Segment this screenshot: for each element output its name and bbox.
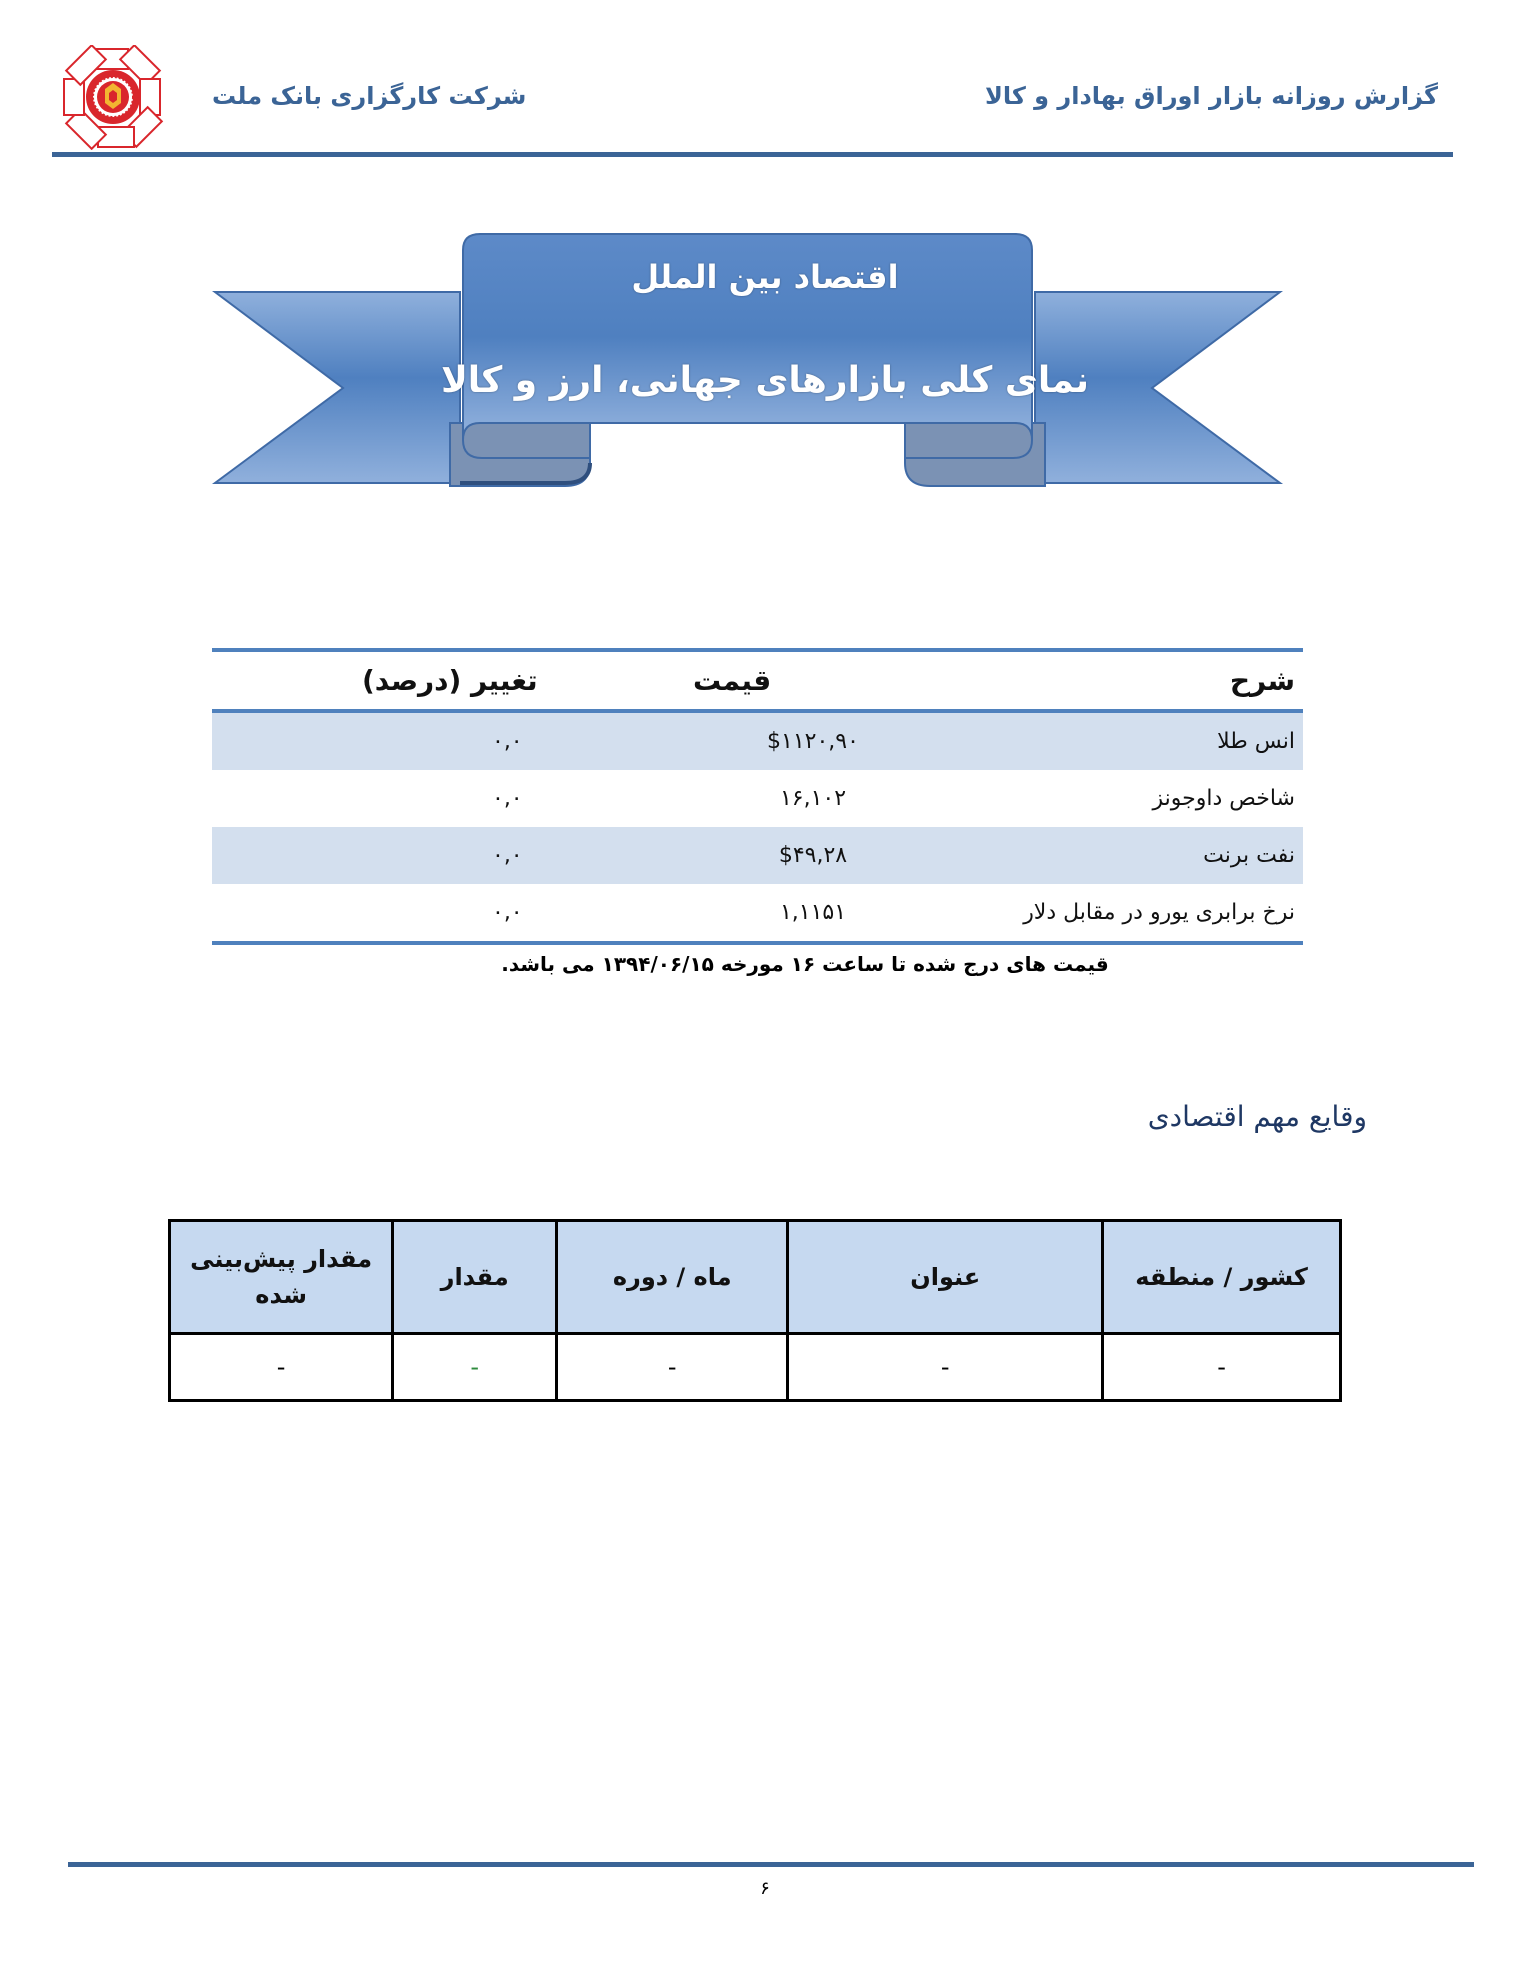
cell-forecast: - [170,1334,393,1401]
header-forecast: مقدار پیش‌بینی شده [170,1221,393,1334]
table-row [170,1334,1341,1401]
table-bottom-rule [212,941,1303,945]
header-period: ماه / دوره [557,1221,788,1334]
row-change: ۰,۰ [492,900,523,925]
header-description: شرح [1229,664,1295,697]
cell-title: - [788,1334,1103,1401]
global-markets-table [212,648,1303,945]
prices-footnote: قیمت های درج شده تا ساعت ۱۶ مورخه ۱۳۹۴/۰۶/۱۵ می باشد. [501,952,1109,976]
cell-period: - [557,1334,788,1401]
row-change: ۰,۰ [492,729,523,754]
table-row [212,884,1303,941]
row-description: شاخص داوجونز [1152,786,1295,811]
table-row [212,770,1303,827]
banner-subtitle: نمای کلی بازارهای جهانی، ارز و کالا [441,360,1089,401]
page-number: ۶ [760,1878,770,1899]
row-price: $۴۹,۲۸ [778,843,848,868]
economic-events-table [168,1219,1342,1402]
table-header-row [212,652,1303,709]
header-price: قیمت [693,664,772,697]
cell-value: - [393,1334,557,1401]
table-row [212,713,1303,770]
cell-country: - [1103,1334,1341,1401]
row-description: انس طلا [1217,729,1295,754]
footer-divider [68,1862,1474,1867]
row-price: $۱۱۲۰,۹۰ [767,729,859,754]
table-header-row [170,1221,1341,1334]
row-price: ۱۶,۱۰۲ [779,786,847,811]
company-name: شرکت کارگزاری بانک ملت [212,82,527,110]
row-price: ۱,۱۱۵۱ [779,900,847,925]
section-title: وقایع مهم اقتصادی [1147,1100,1367,1133]
header-change: تغییر (درصد) [362,664,538,697]
banner-title: اقتصاد بین الملل [631,258,899,296]
row-change: ۰,۰ [492,843,523,868]
header-country: کشور / منطقه [1103,1221,1341,1334]
row-description: نفت برنت [1203,843,1295,868]
header-value: مقدار [393,1221,557,1334]
header-title: عنوان [788,1221,1103,1334]
row-change: ۰,۰ [492,786,523,811]
company-logo-icon [60,45,166,150]
row-description: نرخ برابری یورو در مقابل دلار [1023,900,1295,925]
report-title: گزارش روزانه بازار اوراق بهادار و کالا [984,82,1438,110]
table-row [212,827,1303,884]
header-divider [52,152,1453,157]
